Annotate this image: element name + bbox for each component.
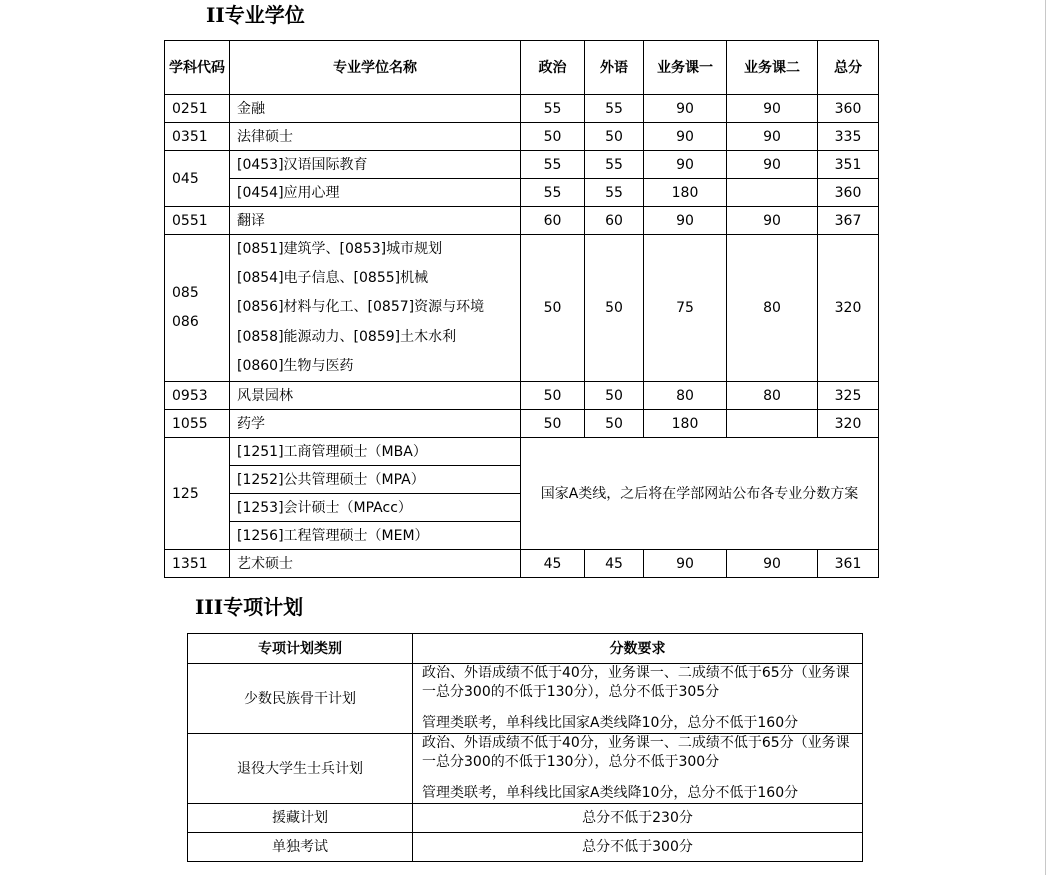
cell-total: 335: [818, 123, 879, 151]
requirement-line: 政治、外语成绩不低于40分，业务课一、二成绩不低于65分（业务课一总分300的不低于130分），总分不低于305分: [422, 665, 850, 700]
cell-course1: 90: [644, 123, 727, 151]
cell-language: 45: [585, 550, 644, 578]
cell-total: 325: [818, 382, 879, 410]
cell-language: 50: [585, 382, 644, 410]
cell-name: [1256]工程管理硕士（MEM）: [230, 522, 521, 550]
header-category: 专项计划类别: [188, 634, 413, 664]
cell-total: 360: [818, 95, 879, 123]
cell-language: 55: [585, 151, 644, 179]
cell-name: [1253]会计硕士（MPAcc）: [230, 494, 521, 522]
cell-course2: [727, 410, 818, 438]
cell-category: 退役大学生士兵计划: [188, 734, 413, 804]
cell-note: 国家A类线，之后将在学部网站公布各专业分数方案: [521, 438, 879, 550]
cell-requirement: 总分不低于230分: [413, 804, 863, 833]
cell-course1: 80: [644, 382, 727, 410]
cell-politics: 50: [521, 382, 585, 410]
cell-category: 单独考试: [188, 833, 413, 862]
cell-course1: 90: [644, 550, 727, 578]
cell-language: 55: [585, 179, 644, 207]
cell-code: 045: [165, 151, 230, 207]
line-gap: [422, 702, 856, 714]
table-row: [165, 123, 879, 151]
cell-politics: 45: [521, 550, 585, 578]
table-row: [188, 833, 863, 862]
cell-name: [1252]公共管理硕士（MPA）: [230, 466, 521, 494]
table-header-row: [188, 634, 863, 664]
cell-course1: 180: [644, 410, 727, 438]
table-row: [188, 804, 863, 833]
special-plan-score-table: [187, 633, 863, 862]
cell-course2: 80: [727, 235, 818, 382]
cell-name: [1251]工商管理硕士（MBA）: [230, 438, 521, 466]
cell-name: 法律硕士: [230, 123, 521, 151]
cell-language: 60: [585, 207, 644, 235]
header-total: 总分: [818, 41, 879, 95]
cell-total: 320: [818, 235, 879, 382]
header-language: 外语: [585, 41, 644, 95]
cell-total: 320: [818, 410, 879, 438]
cell-name: 翻译: [230, 207, 521, 235]
name-line: [0860]生物与医药: [237, 357, 354, 374]
cell-course2: [727, 179, 818, 207]
cell-language: 50: [585, 235, 644, 382]
table-row: [165, 235, 879, 382]
cell-politics: 55: [521, 95, 585, 123]
cell-language: 50: [585, 123, 644, 151]
cell-code: 125: [165, 438, 230, 550]
table-row: [165, 382, 879, 410]
cell-course1: 90: [644, 151, 727, 179]
name-line: [0854]电子信息、[0855]机械: [237, 270, 429, 287]
cell-code: 0551: [165, 207, 230, 235]
cell-politics: 55: [521, 179, 585, 207]
code-line: 085: [172, 284, 199, 301]
cell-code: 0953: [165, 382, 230, 410]
cell-code: 1351: [165, 550, 230, 578]
name-line: [0858]能源动力、[0859]土木水利: [237, 328, 457, 345]
cell-name: 药学: [230, 410, 521, 438]
cell-course1: 75: [644, 235, 727, 382]
header-code: 学科代码: [165, 41, 230, 95]
cell-language: 50: [585, 410, 644, 438]
cell-code: 0251: [165, 95, 230, 123]
table-row: [165, 438, 879, 466]
table-row: [165, 151, 879, 179]
name-line: [0856]材料与化工、[0857]资源与环境: [237, 299, 485, 316]
table-row: [188, 734, 863, 804]
table-row: [165, 207, 879, 235]
cell-politics: 50: [521, 410, 585, 438]
cell-course2: 90: [727, 95, 818, 123]
cell-total: 351: [818, 151, 879, 179]
header-course2: 业务课二: [727, 41, 818, 95]
cell-name: [0454]应用心理: [230, 179, 521, 207]
cell-name: [0453]汉语国际教育: [230, 151, 521, 179]
cell-code: [165, 235, 230, 382]
table-row: [165, 179, 879, 207]
table-row: [165, 410, 879, 438]
cell-name: 艺术硕士: [230, 550, 521, 578]
cell-category: 援藏计划: [188, 804, 413, 833]
cell-name: [230, 235, 521, 382]
cell-politics: 50: [521, 123, 585, 151]
table-row: [188, 664, 863, 734]
cell-name: 金融: [230, 95, 521, 123]
cell-language: 55: [585, 95, 644, 123]
table-header-row: [165, 41, 879, 95]
requirement-line: 政治、外语成绩不低于40分，业务课一、二成绩不低于65分（业务课一总分300的不低于130分），总分不低于300分: [422, 735, 850, 770]
cell-course2: 90: [727, 123, 818, 151]
cell-requirement: [413, 664, 863, 734]
page-edge-rule: [1045, 0, 1046, 875]
cell-course2: 90: [727, 151, 818, 179]
requirement-line: 管理类联考，单科线比国家A类线降10分，总分不低于160分: [422, 715, 799, 731]
cell-course2: 80: [727, 382, 818, 410]
cell-course2: 90: [727, 207, 818, 235]
cell-category: 少数民族骨干计划: [188, 664, 413, 734]
table-row: [165, 95, 879, 123]
cell-politics: 55: [521, 151, 585, 179]
requirement-line: 管理类联考，单科线比国家A类线降10分，总分不低于160分: [422, 785, 799, 801]
section-heading-professional-degree: II专业学位: [206, 3, 305, 27]
cell-politics: 50: [521, 235, 585, 382]
professional-degree-score-table: [164, 40, 879, 578]
cell-course1: 90: [644, 207, 727, 235]
cell-course1: 90: [644, 95, 727, 123]
cell-course2: 90: [727, 550, 818, 578]
name-line: [0851]建筑学、[0853]城市规划: [237, 241, 443, 257]
cell-name: 风景园林: [230, 382, 521, 410]
header-course1: 业务课一: [644, 41, 727, 95]
header-politics: 政治: [521, 41, 585, 95]
cell-code: 1055: [165, 410, 230, 438]
cell-course1: 180: [644, 179, 727, 207]
cell-code: 0351: [165, 123, 230, 151]
header-requirement: 分数要求: [413, 634, 863, 664]
line-gap: [422, 772, 856, 784]
code-line: 086: [172, 314, 199, 330]
header-name: 专业学位名称: [230, 41, 521, 95]
cell-total: 361: [818, 550, 879, 578]
cell-total: 367: [818, 207, 879, 235]
cell-requirement: 总分不低于300分: [413, 833, 863, 862]
section-heading-special-plan: III专项计划: [195, 595, 304, 619]
cell-requirement: [413, 734, 863, 804]
cell-politics: 60: [521, 207, 585, 235]
cell-total: 360: [818, 179, 879, 207]
table-row: [165, 550, 879, 578]
